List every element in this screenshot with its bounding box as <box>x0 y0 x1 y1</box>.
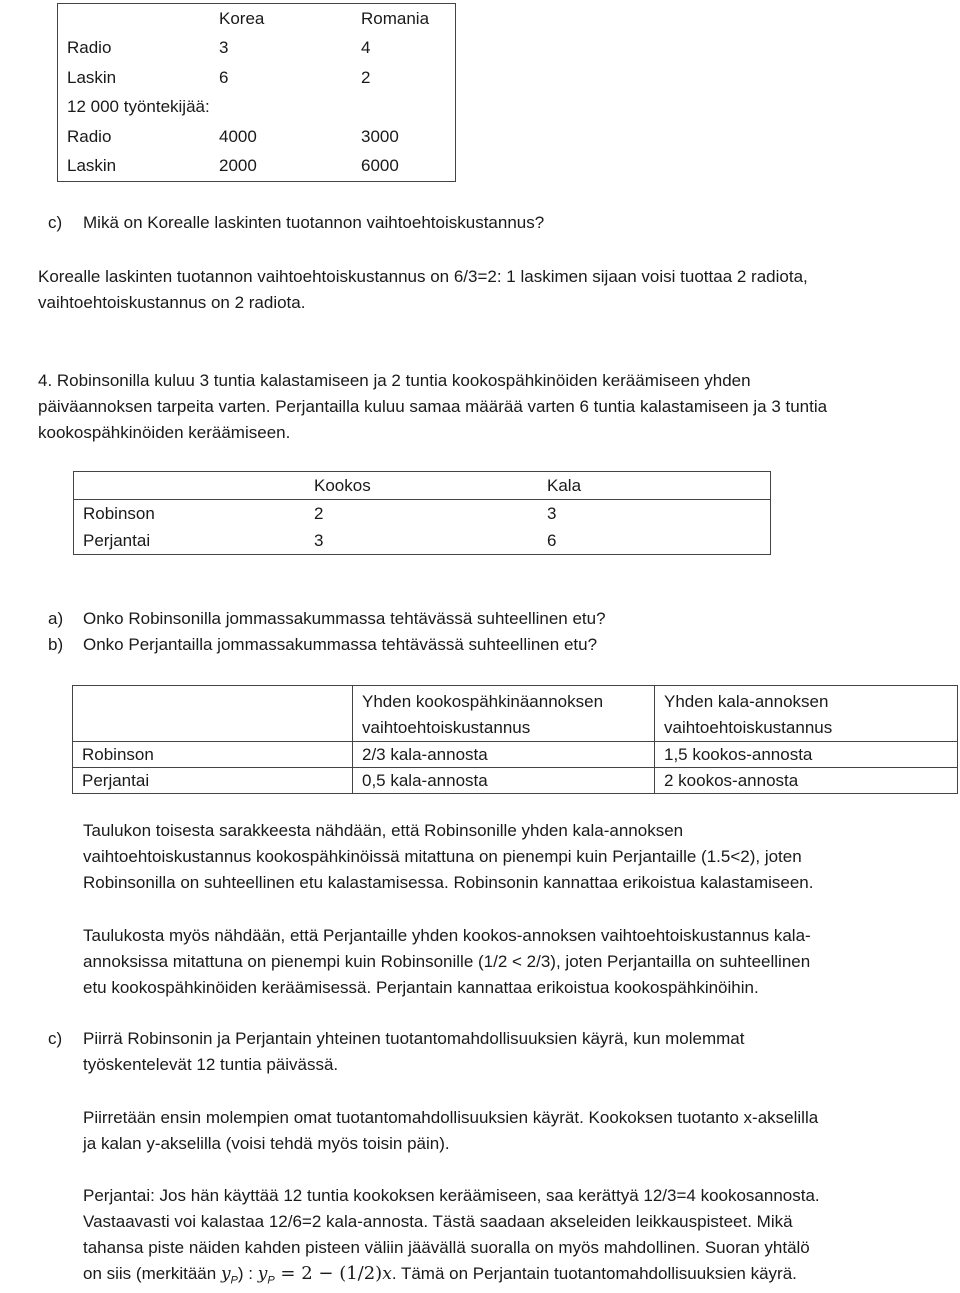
table-row: Laskin 6 2 <box>67 67 371 87</box>
table-row: Laskin 2000 6000 <box>67 156 399 176</box>
header-korea: Korea <box>219 8 265 28</box>
table-header-row <box>58 4 456 34</box>
question-c-label: c) <box>48 213 63 232</box>
header-kookos: Kookos <box>305 472 538 500</box>
table-row: Radio 4000 3000 <box>67 126 399 146</box>
header-coconut-cost: Yhden kookospähkinäannoksen vaihtoehtoiskustannus <box>353 686 655 742</box>
answer-c: Korealle laskinten tuotannon vaihtoehtoiskustannus on 6/3=2: 1 laskimen sijaan voisi tuottaa 2 radiota, vaihtoehtoiskustannus on 2 radiota. <box>38 267 808 312</box>
paragraph-2: Taulukosta myös nähdään, että Perjantaille yhden kookos-annoksen vaihtoehtoiskustannus kala- annoksissa mitattuna on pienempi kuin Robinsonille (1/2 < 2/3), joten Perjantailla on suhteellinen etu kookospähkinöiden keräämisessä. Perjantain kannattaa erikoistua kookospähkinöihin. <box>83 926 811 997</box>
header-romania: Romania <box>361 8 430 28</box>
table-row: Perjantai 3 6 <box>74 527 771 555</box>
question-c-text: Mikä on Korealle laskinten tuotannon vaihtoehtoiskustannus? <box>83 213 545 232</box>
question-b-label: b) <box>48 635 64 654</box>
question-c2-text: Piirrä Robinsonin ja Perjantain yhteinen tuotantomahdollisuuksien käyrä, kun molemmat työskentelevät 12 tuntia päivässä. <box>83 1029 745 1074</box>
table-robinson-perjantai <box>73 471 771 555</box>
table-header-row <box>73 686 958 742</box>
question-a-text: Onko Robinsonilla jommassakummassa tehtävässä suhteellinen etu? <box>83 609 606 628</box>
table-row: Radio 3 4 <box>67 38 371 58</box>
question-b-text: Onko Perjantailla jommassakummassa tehtävässä suhteellinen etu? <box>83 635 598 654</box>
table-opportunity-cost <box>72 685 958 794</box>
header-kala: Kala <box>538 472 771 500</box>
equation-line: on siis (merkitään $y_P$) : $y_P = 2 - (1/2)x$. Tämä on Perjantain tuotantomahdollisuuksien käyrä. <box>83 1263 797 1287</box>
table-korea-romania <box>57 3 456 182</box>
table-row: Perjantai 0,5 kala-annosta 2 kookos-annosta <box>73 768 958 794</box>
question-a-label: a) <box>48 609 64 628</box>
question-c2-label: c) <box>48 1029 63 1048</box>
task-4-text: 4. Robinsonilla kuluu 3 tuntia kalastamiseen ja 2 tuntia kookospähkinöiden keräämiseen yhden päiväannoksen tarpeita varten. Perjantailla kuluu samaa määrää varten 6 tuntia kalastamiseen ja 3 tuntia kookospähkinöiden keräämiseen. <box>38 371 828 442</box>
table-row: 12 000 työntekijää: <box>67 97 210 117</box>
table-row: Robinson 2 3 <box>74 500 771 528</box>
table-header-row <box>74 472 771 500</box>
paragraph-4: Perjantai: Jos hän käyttää 12 tuntia kookoksen keräämiseen, saa kerättyä 12/3=4 kookosannosta. Vastaavasti voi kalastaa 12/6=2 kala-annosta. Tästä saadaan akseleiden leikkauspisteet. Mikä tahansa piste näiden kahden pisteen väliin jäävällä suoralla on myös mahdollinen. Suoran yhtälö on siis (merkitään $y_P$) : $y_P = 2 - (1/2)x$. Tämä on Perjantain tuotantomahdollisuuksien käyrä. <box>83 1183 820 1293</box>
paragraph-3: Piirretään ensin molempien omat tuotantomahdollisuuksien käyrät. Kookoksen tuotanto x-akselilla ja kalan y-akselilla (voisi tehdä myös toisin päin). <box>83 1108 819 1153</box>
header-fish-cost: Yhden kala-annoksen vaihtoehtoiskustannus <box>655 686 958 742</box>
table-row: Robinson 2/3 kala-annosta 1,5 kookos-annosta <box>73 742 958 768</box>
paragraph-1: Taulukon toisesta sarakkeesta nähdään, että Robinsonille yhden kala-annoksen vaihtoehtoiskustannus kookospähkinöissä mitattuna on pienempi kuin Perjantaille (1.5<2), joten Robinsonilla on suhteellinen etu kalastamisessa. Robinsonin kannattaa erikoistua kalastamiseen. <box>83 821 814 892</box>
